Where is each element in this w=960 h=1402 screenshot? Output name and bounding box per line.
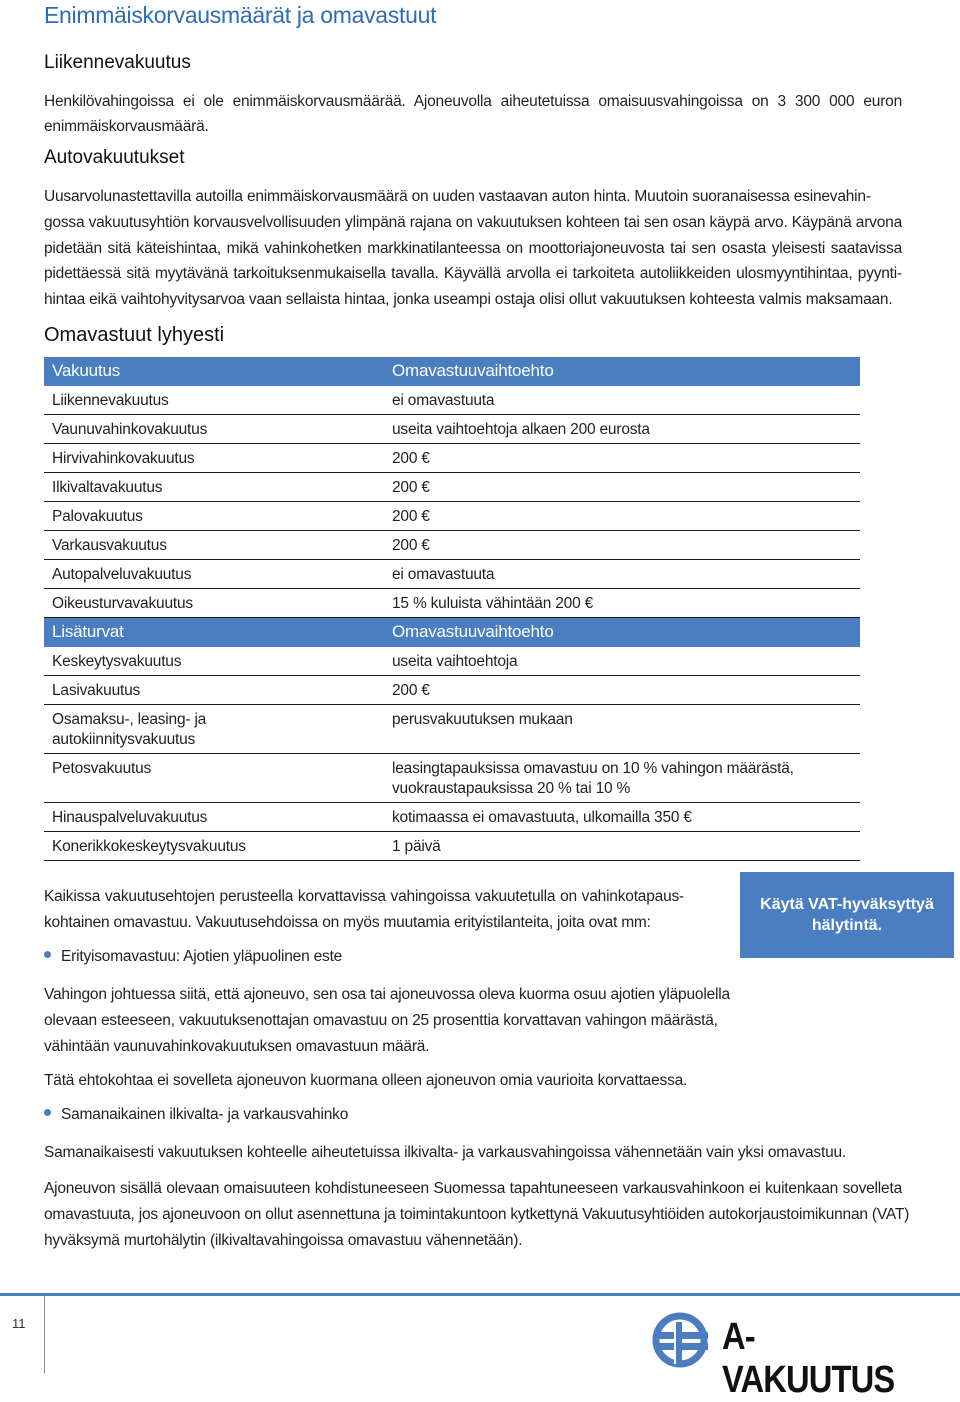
autovakuutukset-line-2: gossa vakuutusyhtiön korvausvelvollisuuden ylimpänä rajana on vakuutuksen kohteen tai sen osan käypä arvo. Käypänä arvona <box>44 214 902 231</box>
brand-name: A-VAKUUTUS <box>722 1316 895 1401</box>
header-cell-omavastuuvaihtoehto: Omavastuuvaihtoehto <box>392 361 554 380</box>
table-row <box>44 502 860 531</box>
row-deductible: 15 % kuluista vähintään 200 € <box>392 595 594 612</box>
row-deductible: 200 € <box>392 450 430 467</box>
row-deductible: 200 € <box>392 508 430 525</box>
row-deductible: 200 € <box>392 537 430 554</box>
liikennevakuutus-heading: Liikennevakuutus <box>44 52 191 73</box>
row-insurance-line-1: Osamaksu-, leasing- ja <box>52 711 207 728</box>
row-deductible: useita vaihtoehtoja alkaen 200 eurosta <box>392 421 650 438</box>
bullet-dot-icon <box>44 1109 51 1116</box>
table-row <box>44 589 860 618</box>
table-row <box>44 705 860 754</box>
a-vakuutus-logo-icon <box>652 1312 712 1368</box>
row-deductible: 1 päivä <box>392 838 441 855</box>
autovakuutukset-line-4: pidettäessä sitä myytävänä tarkoituksenmukaisella tavalla. Käyvällä arvolla ei tarkoiteta autoliikkeiden ulosmyyntihintaa, pyynti- <box>44 265 902 282</box>
table-row <box>44 647 860 676</box>
row-deductible: 200 € <box>392 682 430 699</box>
bullet-text: Erityisomavastuu: Ajotien yläpuolinen este <box>61 948 343 965</box>
header-cell-lisaturvat: Lisäturvat <box>52 622 124 641</box>
liikennevakuutus-line-2: enimmäiskorvausmäärä. <box>44 118 209 135</box>
special-p1-line-1: Vahingon johtuessa siitä, että ajoneuvo, sen osa tai ajoneuvossa oleva kuorma osuu ajotien yläpuolella <box>44 986 730 1003</box>
row-insurance-line-2: autokiinnitysvakuutus <box>52 731 196 748</box>
table-row <box>44 531 860 560</box>
row-insurance: Vaunuvahinkovakuutus <box>52 421 208 438</box>
table-row <box>44 676 860 705</box>
table-row <box>44 444 860 473</box>
row-insurance: Ilkivaltavakuutus <box>52 479 163 496</box>
row-deductible: ei omavastuuta <box>392 566 495 583</box>
autovakuutukset-line-1: Uusarvolunastettavilla autoilla enimmäiskorvausmäärä on uuden vastaavan auton hinta. Muutoin suoranaisessa esinevahin- <box>44 188 871 205</box>
vat-callout-box <box>740 872 954 958</box>
table-row <box>44 832 860 861</box>
bullet-text: Samanaikainen ilkivalta- ja varkausvahinko <box>61 1106 349 1123</box>
row-deductible: ei omavastuuta <box>392 392 495 409</box>
table-row <box>44 473 860 502</box>
row-deductible: 200 € <box>392 479 430 496</box>
row-insurance: Autopalveluvakuutus <box>52 566 192 583</box>
special-p4-line-1: Ajoneuvon sisällä olevaan omaisuuteen kohdistuneeseen Suomessa tapahtuneeseen varkausvahinkoon ei kuitenkaan sovelleta <box>44 1180 902 1197</box>
header-cell-omavastuuvaihtoehto: Omavastuuvaihtoehto <box>392 622 554 641</box>
page-title: Enimmäiskorvausmäärät ja omavastuut <box>44 2 437 28</box>
row-deductible-line-1: leasingtapauksissa omavastuu on 10 % vahingon määrästä, <box>392 760 794 777</box>
intro-line-1: Kaikissa vakuutusehtojen perusteella korvattavissa vahingoissa vakuutetulla on vahinkotapaus- <box>44 888 684 905</box>
special-p2: Tätä ehtokohtaa ei sovelleta ajoneuvon kuormana olleen ajoneuvon omia vaurioita korvattaessa. <box>44 1072 688 1089</box>
table-row <box>44 386 860 415</box>
table-row <box>44 560 860 589</box>
special-p4-line-2: omavastuuta, jos ajoneuvoon on ollut asennettuna ja toimintakuntoon kytkettynä Vakuutusyhtiöiden autokorjaustoimikunnan (VAT) <box>44 1206 910 1223</box>
autovakuutukset-line-5: hintaa eikä vaihtohyvitysarvoa vaan sellaista hintaa, jonka useampi ostaja olisi ollut vakuutuksen kohteesta valmis maksamaan. <box>44 291 893 308</box>
bullet-erityisomavastuu <box>44 948 342 966</box>
intro-line-2: kohtainen omavastuu. Vakuutusehdoissa on myös muutamia erityistilanteita, joita ovat mm: <box>44 914 651 931</box>
table-row <box>44 803 860 832</box>
bullet-dot-icon <box>44 951 51 958</box>
autovakuutukset-heading: Autovakuutukset <box>44 147 185 168</box>
table-row <box>44 415 860 444</box>
liikennevakuutus-line-1: Henkilövahingoissa ei ole enimmäiskorvausmäärää. Ajoneuvolla aiheutetuissa omaisuusvahingoissa on 3 300 000 euron <box>44 93 902 110</box>
row-insurance: Petosvakuutus <box>52 760 152 777</box>
footer-vertical-rule <box>44 1296 45 1373</box>
row-deductible: perusvakuutuksen mukaan <box>392 711 573 728</box>
row-insurance: Liikennevakuutus <box>52 392 169 409</box>
row-insurance: Keskeytysvakuutus <box>52 653 182 670</box>
special-p1-line-2: olevaan esteeseen, vakuutuksenottajan omavastuu on 25 prosenttia korvattavan vahingon määrästä, <box>44 1012 718 1029</box>
header-cell-vakuutus: Vakuutus <box>52 361 121 380</box>
row-insurance: Oikeusturvavakuutus <box>52 595 193 612</box>
row-deductible: useita vaihtoehtoja <box>392 653 518 670</box>
special-p1-line-3: vähintään vaunuvahinkovakuutuksen omavastuun määrä. <box>44 1038 430 1055</box>
omavastuut-heading: Omavastuut lyhyesti <box>44 324 225 346</box>
special-p3: Samanaikaisesti vakuutuksen kohteelle aiheutetuissa ilkivalta- ja varkausvahingoissa vähennetään vain yksi omavastuu. <box>44 1144 847 1161</box>
vat-callout-line-2: hälytintä. <box>811 917 883 934</box>
row-insurance: Lasivakuutus <box>52 682 141 699</box>
row-insurance: Hirvivahinkovakuutus <box>52 450 195 467</box>
table-header-vakuutus <box>44 357 860 386</box>
row-insurance: Palovakuutus <box>52 508 143 525</box>
footer-divider <box>0 1293 960 1296</box>
table-row <box>44 754 860 803</box>
row-insurance: Hinauspalveluvakuutus <box>52 809 208 826</box>
special-p4-line-3: hyväksymä murtohälytin (ilkivaltavahingoissa omavastuu vähennetään). <box>44 1232 523 1249</box>
autovakuutukset-line-3: pidetään sitä käteishintaa, mikä vahinkohetken markkinatilanteessa on moottoriajoneuvosta tai sen osasta yleisesti saatavissa <box>44 240 902 257</box>
row-deductible: kotimaassa ei omavastuuta, ulkomailla 350 € <box>392 809 692 826</box>
table-header-lisaturvat <box>44 618 860 647</box>
row-insurance: Varkausvakuutus <box>52 537 167 554</box>
page-number: 11 <box>12 1316 26 1331</box>
bullet-ilkivalta-varkaus <box>44 1106 348 1124</box>
row-deductible-line-2: vuokraustapauksissa 20 % tai 10 % <box>392 780 631 797</box>
row-insurance: Konerikkokeskeytysvakuutus <box>52 838 246 855</box>
vat-callout-line-1: Käytä VAT-hyväksyttyä <box>760 896 934 913</box>
